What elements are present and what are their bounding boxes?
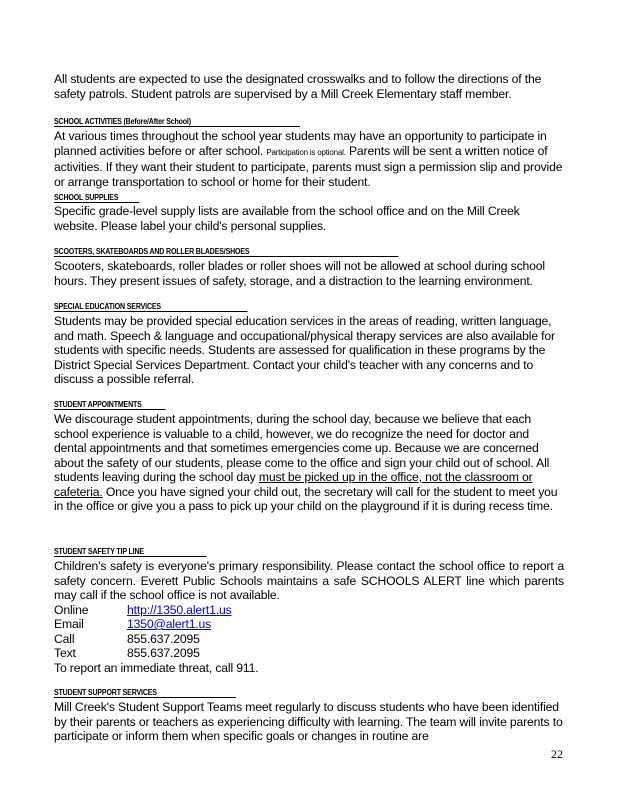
scooters-paragraph: Scooters, skateboards, roller blades or roller shoes will not be allowed at school during school hours. They present issues of safety, storage, and a distraction to the learning environment. [54,259,545,288]
appointments-text-before: We discourage student appointments, during the school day, because we believe that each school experience is valuable to a child, however, we do recognize the need for doctor and dental appointments and that sometimes emergencies come up. Because we are concerned about the safety of our students, please come to the office and sign your child out of school. All students leaving during the school day [54,412,550,484]
contact-row-call [54,632,564,647]
call-number: 855.637.2095 [127,631,200,646]
school-supplies-paragraph: Specific grade-level supply lists are available from the school office and on the Mill Creek website. Please label your child's personal supplies. [54,204,520,233]
contact-label: Email [54,617,84,631]
text-number: 855.637.2095 [127,646,200,660]
student-appointments-heading: STUDENT APPOINTMENTS [54,399,166,410]
email-link[interactable]: 1350@alert1.us [127,617,212,631]
school-activities-text-after: Parents will be sent a written notice of activities. If they want their student to participate, parents must sign a permission slip and provide or arrange transportation to school or home for their student. [54,143,563,189]
student-support-paragraph: Mill Creek's Student Support Teams meet regularly to discuss students who have been identified by their parents or teachers as experiencing difficulty with learning. The team will invite parents to participate or inform them when specific goals or changes in routine are [54,700,563,743]
intro-paragraph: All students are expected to use the designated crosswalks and to follow the directions of the safety patrols. Student patrols are supervised by a Mill Creek Elementary staff member. [54,72,542,101]
student-safety-block [54,559,564,675]
school-activities-paragraph [54,129,564,189]
contact-row-text [54,646,564,661]
contact-row-online [54,603,564,618]
contact-label: Online [54,602,89,617]
contact-row-email [54,617,564,632]
contact-label: Text [54,646,76,660]
special-education-paragraph: Students may be provided special education services in the areas of reading, written language, and math. Speech & language and occupational/physical therapy services are also available for students with specific needs. Students are assessed for qualification in these programs by the District Special Services Department. Contact your child's teacher with any concerns and to discuss a possible referral. [54,314,555,386]
emergency-note: To report an immediate threat, call 911. [54,660,259,675]
school-activities-text-before: At various times throughout the school year students may have an opportunity to participate in planned activities before or after school. [54,129,547,158]
contact-list [54,603,564,661]
special-education-heading: SPECIAL EDUCATION SERVICES [54,301,248,312]
student-safety-paragraph: Children's safety is everyone's primary responsibility. Please contact the school office to report a safety concern. Everett Public Schools maintains a safe SCHOOLS ALERT line which parents may call if the school office is not available. [54,559,564,602]
participation-optional-note: Participation is optional. [266,147,346,157]
page-number: 22 [551,747,563,761]
scooters-heading: SCOOTERS, SKATEBOARDS AND ROLLER BLADES/SHOES [54,246,398,257]
student-support-heading: STUDENT SUPPORT SERVICES [54,687,236,698]
appointments-pickup-rule: must be picked up in the office, not the classroom or cafeteria. [54,470,533,499]
school-activities-heading: SCHOOL ACTIVITIES (Before/After School) [54,116,300,127]
student-safety-heading: STUDENT SAFETY TIP LINE [54,546,207,557]
appointments-text-after: Once you have signed your child out, the secretary will call for the student to meet you in the office or give you a pass to pick up your child on the playground if it is during recess time. [54,484,558,513]
student-appointments-paragraph [54,412,564,514]
contact-label: Call [54,631,75,646]
school-supplies-heading: SCHOOL SUPPLIES [54,192,139,203]
online-link[interactable]: http://1350.alert1.us [127,602,232,617]
